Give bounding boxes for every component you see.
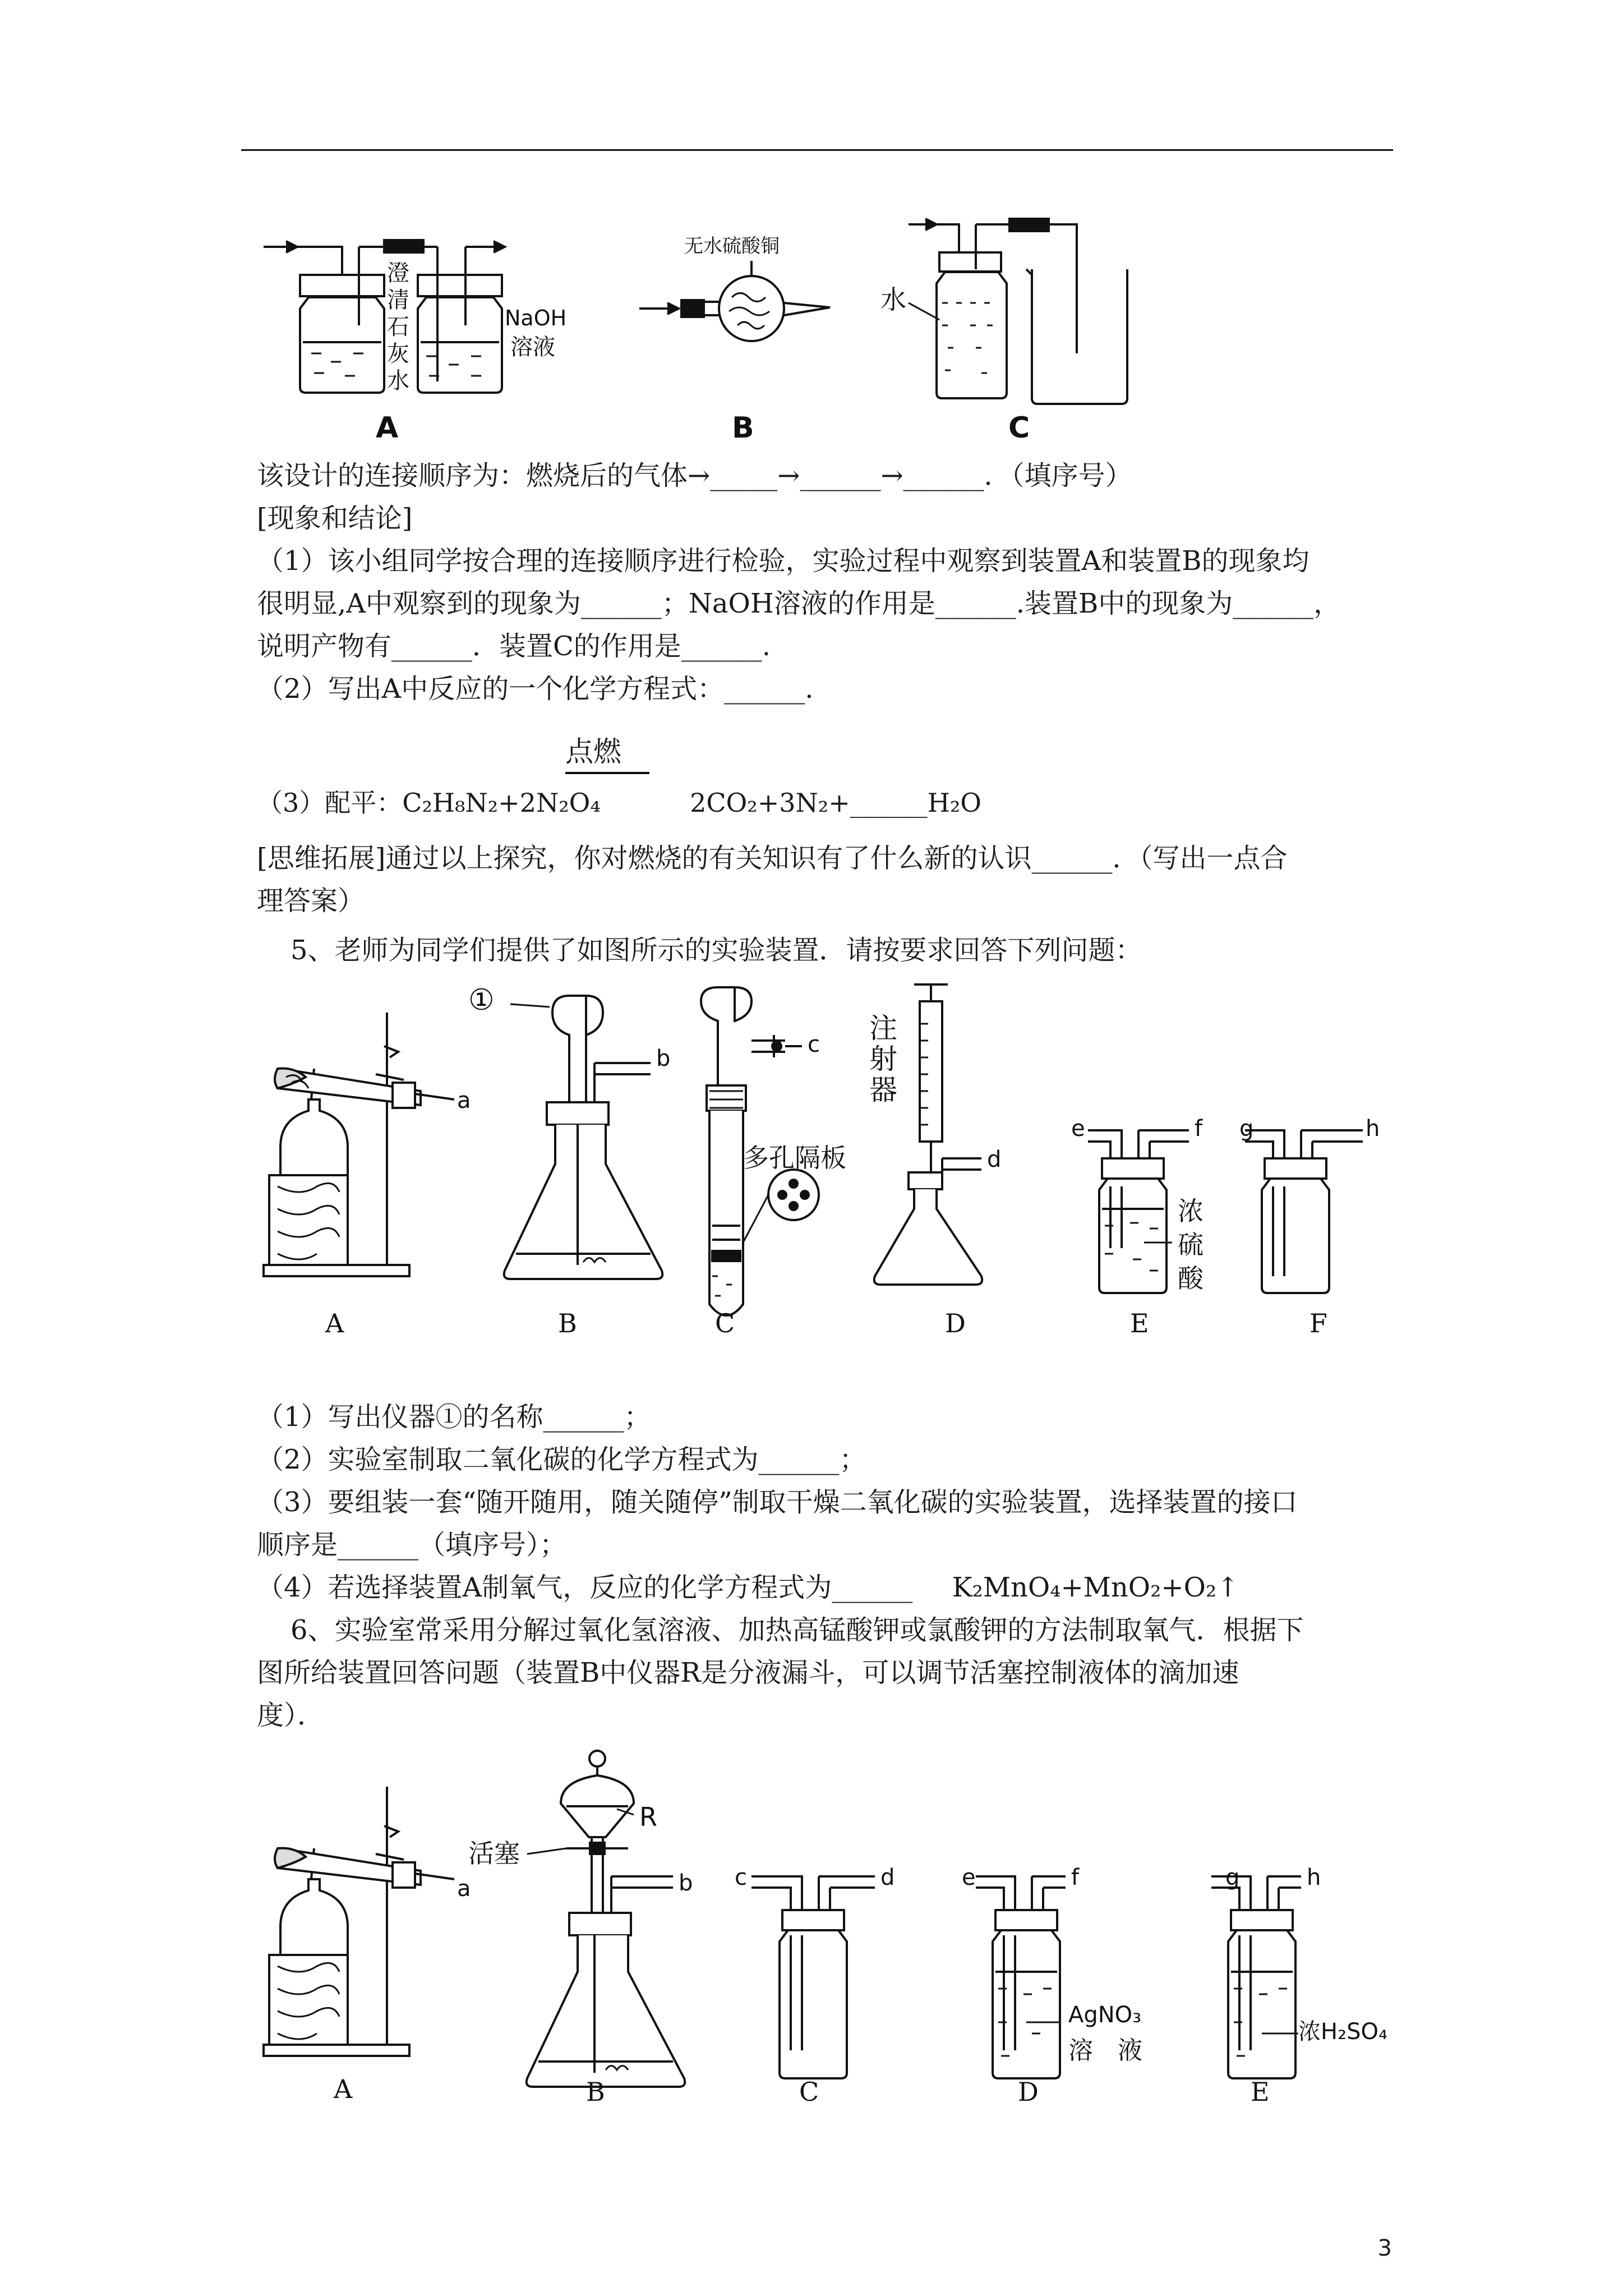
q4-s3-line [257,783,981,820]
q6-e-label: 浓H₂SO₄ [1298,2019,1388,2045]
q6-label-e: E [1251,2077,1270,2107]
q5-apparatus-a [264,1013,454,1276]
svg-text:b: b [656,1046,671,1071]
q4-ext-line2: 理答案） [257,885,365,917]
q6-valve-label: 活塞 [468,1838,520,1869]
svg-text:c: c [808,1032,820,1057]
q5-apparatus-b [504,996,663,1279]
svg-text:硫: 硫 [1178,1230,1204,1260]
q5-intro: 5、老师为同学们提供了如图所示的实验装置．请按要求回答下列问题： [291,935,1142,966]
svg-text:h: h [1307,1865,1321,1890]
svg-text:d: d [987,1147,1002,1172]
q5-label-c: C [715,1308,735,1338]
apparatus-b [639,261,830,341]
svg-text:f: f [1071,1865,1080,1890]
q6-line3: 度）． [257,1700,325,1731]
svg-text:清: 清 [387,287,409,313]
svg-text:器: 器 [869,1074,897,1106]
q6-line1: 6、实验室常采用分解过氧化氢溶液、加热高锰酸钾或氯酸钾的方法制取氧气．根据下 [291,1614,1304,1646]
q4-s3-condition: 点燃 [565,729,649,774]
svg-text:石: 石 [387,314,409,340]
q6-label-d: D [1018,2077,1039,2107]
svg-text:e: e [1071,1116,1085,1142]
svg-text:g: g [1239,1116,1254,1142]
svg-text:溶液: 溶液 [510,334,555,360]
q5-s2: （2）实验室制取二氧化碳的化学方程式为______； [257,1444,866,1475]
q6-apparatus-a [264,1787,454,2056]
q4-s1-line1: （1）该小组同学按合理的连接顺序进行检验，实验过程中观察到装置A和装置B的现象均 [257,545,1310,577]
q4-s3-prefix: （3）配平： [257,788,403,818]
q4-section-title: [现象和结论] [257,503,413,534]
q4-ext-line1: [思维拓展]通过以上探究，你对燃烧的有关知识有了什么新的认识______．（写出一点合 [257,843,1288,874]
svg-text:d: d [880,1865,895,1890]
q6-d-label2: 溶 液 [1068,2036,1142,2065]
svg-text:a: a [457,1088,471,1114]
q5-text [257,1396,1395,1737]
q5-label-d: D [945,1308,966,1338]
q5-s1: （1）写出仪器①的名称______； [257,1401,651,1433]
q5-s3-line1: （3）要组装一套“随开随用，随关随停”制取干燥二氧化碳的实验装置，选择装置的接口 [257,1487,1298,1518]
q4-text [257,454,1395,710]
svg-text:注: 注 [869,1012,897,1045]
header-rule [241,149,1393,151]
q4-s1-line3: 说明产物有______．装置C的作用是______. [257,631,771,662]
svg-text:酸: 酸 [1178,1263,1204,1294]
a-liquid1-char1: 澄 [387,260,409,286]
q4-s1-line2: 很明显,A中观察到的现象为______；NaOH溶液的作用是______.装置B中的现象为______， [257,588,1341,619]
q5-label-f: F [1310,1308,1327,1338]
figure-q5-apparatus [247,973,1402,1343]
page-number: 3 [1377,2235,1392,2261]
svg-text:g: g [1225,1865,1240,1890]
fig1-b-label: 无水硫酸铜 [684,235,780,257]
svg-text:e: e [962,1865,976,1890]
q6-apparatus-e [1211,1876,1301,2078]
svg-text:NaOH: NaOH [505,306,567,330]
svg-text:b: b [679,1870,693,1896]
q5-apparatus-f [1245,1130,1363,1293]
q6-label-a: A [334,2074,353,2104]
svg-text:c: c [735,1865,747,1890]
q5-apparatus-e [1088,1130,1189,1293]
q5-s4 [257,1566,1395,1609]
fig1-label-c: C [1008,411,1030,445]
q5-label-e: E [1130,1308,1149,1338]
fig1-label-b: B [732,411,754,445]
svg-text:a: a [457,1876,471,1902]
q6-label-b: B [586,2077,605,2107]
fig1-c-label: 水 [880,284,906,315]
svg-text:射: 射 [869,1043,897,1075]
q6-r-label: R [639,1802,657,1832]
q6-d-label1: AgNO₃ [1068,2002,1142,2028]
q4-order-line: 该设计的连接顺序为：燃烧后的气体→_____→______→______．（填序号） [257,460,1132,491]
figure-q6-apparatus [247,1742,1402,2112]
q5-label-b: B [558,1308,577,1338]
q5-label-a: A [325,1308,344,1338]
q6-apparatus-d [976,1876,1066,2078]
fig1-label-a: A [376,411,399,445]
q4-s2: （2）写出A中反应的一个化学方程式：______. [257,673,814,705]
q5-s4-prefix: （4）若选择装置A制氧气，反应的化学方程式为______ [257,1572,913,1603]
svg-text:水: 水 [387,368,409,394]
q4-s3-left: C₂H₈N₂+2N₂O₄ [402,788,601,818]
q5-circle-label: ① [468,983,495,1017]
q6-apparatus-b [527,1751,685,2087]
q5-s4-tail: K₂MnO₄+MnO₂+O₂↑ [952,1572,1239,1603]
svg-text:浓: 浓 [1178,1196,1204,1226]
q4-extension [257,837,1395,972]
q5-s3-line2: 顺序是______（填序号）； [257,1529,567,1561]
svg-text:f: f [1195,1116,1203,1142]
q4-s3-right: 2CO₂+3N₂+______H₂O [690,788,982,818]
q6-apparatus-c [751,1876,875,2078]
apparatus-a [264,240,505,393]
svg-text:h: h [1366,1116,1380,1142]
svg-text:灰: 灰 [387,341,409,367]
figure-gas-test-apparatus [247,213,1391,449]
q5-c-label: 多孔隔板 [743,1143,846,1173]
q6-label-c: C [799,2077,819,2107]
q6-line2: 图所给装置回答问题（装置B中仪器R是分液漏斗，可以调节活塞控制液体的滴加速 [257,1657,1239,1688]
apparatus-c [909,219,1127,404]
